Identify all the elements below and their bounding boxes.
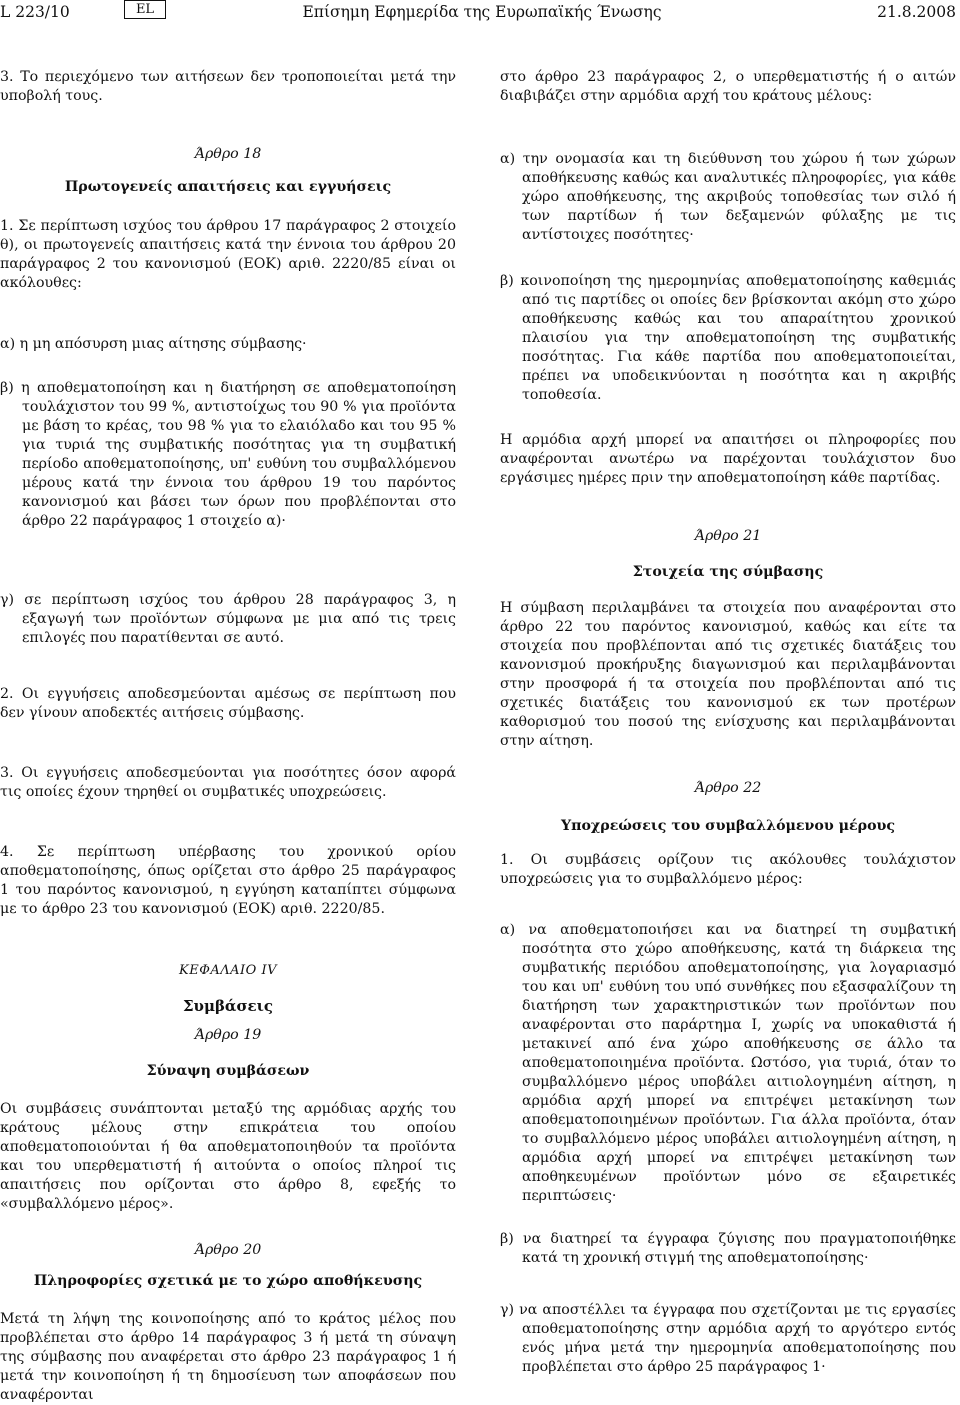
chapter-title: Συμβάσεις <box>182 997 274 1015</box>
continuation-text: στο άρθρο 23 παράγραφος 2, ο υπερθεματιστής ή ο αιτών διαβιβάζει στην αρμόδια αρχή του κράτους μέλους: <box>500 69 956 104</box>
article-20-number: Άρθρο 20 <box>194 1242 262 1258</box>
article-20-point-b: β) κοινοποίηση της ημερομηνίας αποθεματοποίησης καθεμιάς από τις παρτίδες οι οποίες δεν βρίσκονται ακόμη στο χώρο αποθήκευσης καθώς και του απαραίτητου χρονικού πλαισίου για την αποθεματοποίηση της συμβατικής ποσότητας. Για κάθε παρτίδα που αποθεματοποιείται, πρέπει να υποδεικνύονται η ποσότητα και η ακριβής τοποθεσία. <box>500 273 956 403</box>
article-22-point-a: α) να αποθεματοποιήσει και να διατηρεί τη συμβατική ποσότητα στο χώρο αποθήκευσης, κατά τη διάρκεια της συμβατικής περιόδου αποθεματοποίησης, για λογαριασμό του και υπ' ευθύνη του υπό συνθήκες που εξασφαλίζουν τη διατήρηση των χαρακτηριστικών των προϊόντων που αναφέρονται στο παράρτημα Ι, χωρίς να υποκαθιστά ή μετακινεί από ένα χώρο αποθήκευσης σε άλλο τα αποθεματοποιημένα προϊόντα. Ωστόσο, για τυριά, όταν το συμβαλλόμενο μέρος υποβάλει αιτιολογημένη αίτηση, η αρμόδια αρχή μπορεί να επιτρέψει μετακίνηση των αποθεματοποιημένων προϊόντων. Για άλλα προϊόντα, όταν το συμβαλλόμενο μέρος υποβάλει αιτιολογημένη αίτηση, η αρμόδια αρχή μπορεί να επιτρέψει μετακίνηση των αποθηκευμένων προϊόντων μόνο σε εξαιρετικές περιπτώσεις· <box>500 922 956 1204</box>
article-18-heading <box>0 145 456 197</box>
article-19-number: Άρθρο 19 <box>194 1027 262 1043</box>
article-20-text: Μετά τη λήψη της κοινοποίησης από το κράτος μέλος που προβλέπεται στο άρθρο 14 παράγραφος 3 ή μετά τη σύναψη της σύμβασης που αναφέρεται στο άρθρο 23 παράγραφος 1 ή μετά την κοινοποίηση ή τη δημοσίευση των αποφάσεων που αναφέρονται <box>0 1311 456 1403</box>
article-22-heading <box>500 779 956 836</box>
article-21-body <box>500 599 956 751</box>
article-18-par-1 <box>0 217 456 293</box>
article-22-item-b <box>500 1230 956 1268</box>
article-19-text: Οι συμβάσεις συνάπτονται μεταξύ της αρμόδιας αρχής του κράτους μέλους στην επικράτεια του οποίου αποθεματοποιούνται ή θα αποθεματοποιηθούν τα προϊόντα και του υπερθεματιστή ή αιτούντα ο οποίος πληροί τις απαιτήσεις που ορίζονται στο άρθρο 8, εφεξής το «συμβαλλόμενο μέρος». <box>0 1101 456 1212</box>
article-20-point-a: α) την ονομασία και τη διεύθυνση του χώρου ή των χώρων αποθήκευσης καθώς και αναλυτικές πληροφορίες, για κάθε χώρο αποθήκευσης, της ακριβούς τοποθεσίας των σιλό ή των παρτίδων ή των δεξαμενών φύλαξης με τις αντίστοιχες ποσότητες· <box>500 151 956 243</box>
article-18-par-4 <box>0 843 456 919</box>
paragraph-3-top: 3. Το περιεχόμενο των αιτήσεων δεν τροποποιείται μετά την υποβολή τους. <box>0 69 456 104</box>
article-18-point-c: γ) σε περίπτωση ισχύος του άρθρου 28 παράγραφος 3, η εξαγωγή των προϊόντων σύμφωνα με μια από τις τρεις επιλογές που παρατίθενται σε αυτό. <box>0 592 456 646</box>
journal-title: Επίσημη Εφημερίδα της Ευρωπαϊκής Ένωσης <box>302 3 662 21</box>
article-20-body <box>0 1310 456 1405</box>
article-18-point-a: α) η μη απόσυρση μιας αίτησης σύμβασης· <box>0 336 307 352</box>
article-19-body <box>0 1100 456 1214</box>
article-22-paragraph-1: 1. Οι συμβάσεις ορίζουν τις ακόλουθες τουλάχιστον υποχρεώσεις για το συμβαλλόμενο μέρος: <box>500 852 956 887</box>
right-top-paragraph <box>500 68 956 106</box>
article-20-title: Πληροφορίες σχετικά με το χώρο αποθήκευσης <box>33 1273 423 1289</box>
left-top-paragraph <box>0 68 456 106</box>
article-18-par-3 <box>0 764 456 802</box>
article-20-heading <box>0 1241 456 1291</box>
article-21-text: Η σύμβαση περιλαμβάνει τα στοιχεία που αναφέρονται στο άρθρο 22 του παρόντος κανονισμού, καθώς και είτε τα στοιχεία που προβλέπονται από τις σχετικές διατάξεις του κανονισμού προκήρυξης διαγωνισμού και περιλαμβάνονται στην προσφορά ή τα στοιχεία που προβλέπονται από τις σχετικές διατάξεις του κανονισμού εκ των προτέρων καθορισμού του ποσού της ενίσχυσης και περιλαμβάνονται στην αίτηση. <box>500 600 956 749</box>
article-20-par <box>500 431 956 488</box>
article-21-heading <box>500 527 956 582</box>
article-22-number: Άρθρο 22 <box>694 780 762 796</box>
chapter-iv-heading <box>0 961 456 1081</box>
article-18-paragraph-3: 3. Οι εγγυήσεις αποδεσμεύονται για ποσότητες όσον αφορά τις οποίες έχουν τηρηθεί οι συμβατικές υποχρεώσεις. <box>0 765 456 800</box>
article-22-item-c <box>500 1301 956 1377</box>
article-18-item-b <box>0 379 456 531</box>
article-18-par-2 <box>0 685 456 723</box>
chapter-number: ΚΕΦΑΛΑΙΟ IV <box>179 963 277 978</box>
article-18-item-c <box>0 591 456 648</box>
article-20-paragraph: Η αρμόδια αρχή μπορεί να απαιτήσει οι πληροφορίες που αναφέρονται ανωτέρω να παρέχονται τουλάχιστον δυο εργάσιμες ημέρες πριν την αποθεματοποίηση κάθε παρτίδας. <box>500 432 956 486</box>
article-18-item-a <box>0 335 456 354</box>
language-box: EL <box>124 0 166 19</box>
article-18-paragraph-2: 2. Οι εγγυήσεις αποδεσμεύονται αμέσως σε περίπτωση που δεν γίνουν αποδεκτές αιτήσεις σύμβασης. <box>0 686 456 721</box>
article-22-item-a <box>500 921 956 1206</box>
article-20-item-b <box>500 272 956 405</box>
article-18-point-b: β) η αποθεματοποίηση και η διατήρηση σε αποθεματοποίηση τουλάχιστον του 99 %, αντιστοίχως του 90 % για προϊόντα με βάση το κρέας, του 98 % για το ελαιόλαδο και του 95 % για τυριά της συμβατικής ποσότητας για τη συμβατική περίοδο αποθεματοποίησης, υπ' ευθύνη του συμβαλλόμενου μέρους κατά την έννοια του άρθρου 19 του παρόντος κανονισμού και βάσει των όρων που προβλέπονται στο άρθρο 22 παράγραφος 1 στοιχείο α)· <box>0 380 456 529</box>
article-20-item-a <box>500 150 956 245</box>
article-22-point-b: β) να διατηρεί τα έγγραφα ζύγισης που πραγματοποιήθηκε κατά τη χρονική στιγμή της αποθεματοποίησης· <box>500 1231 956 1266</box>
article-21-title: Στοιχεία της σύμβασης <box>632 564 824 580</box>
article-22-par-1 <box>500 851 956 889</box>
issue-date: 21.8.2008 <box>877 3 956 21</box>
article-18-number: Άρθρο 18 <box>194 146 262 162</box>
page-code: L 223/10 <box>0 3 70 21</box>
article-21-number: Άρθρο 21 <box>694 528 762 544</box>
page-header <box>0 0 960 22</box>
article-18-paragraph-1: 1. Σε περίπτωση ισχύος του άρθρου 17 παράγραφος 2 στοιχείο θ), οι πρωτογενείς απαιτήσεις κατά την έννοια του άρθρου 20 παράγραφος 2 του κανονισμού (ΕΟΚ) αριθ. 2220/85 είναι οι ακόλουθες: <box>0 218 456 291</box>
article-18-paragraph-4: 4. Σε περίπτωση υπέρβασης του χρονικού ορίου αποθεματοποίησης, όπως ορίζεται στο άρθρο 25 παράγραφος 1 του παρόντος κανονισμού, η εγγύηση καταπίπτει σύμφωνα με το άρθρο 23 του κανονισμού (ΕΟΚ) αριθ. 2220/85. <box>0 844 456 917</box>
article-18-title: Πρωτογενείς απαιτήσεις και εγγυήσεις <box>64 179 392 195</box>
article-22-title: Υποχρεώσεις του συμβαλλόμενου μέρους <box>560 818 896 834</box>
article-19-title: Σύναψη συμβάσεων <box>146 1063 310 1079</box>
article-22-point-c: γ) να αποστέλλει τα έγγραφα που σχετίζονται με τις εργασίες αποθεματοποίησης στην αρμόδια αρχή το αργότερο εντός ενός μήνα μετά την ημερομηνία αποθεματοποίησης που προβλέπεται στο άρθρο 25 παράγραφος 1· <box>500 1302 956 1375</box>
